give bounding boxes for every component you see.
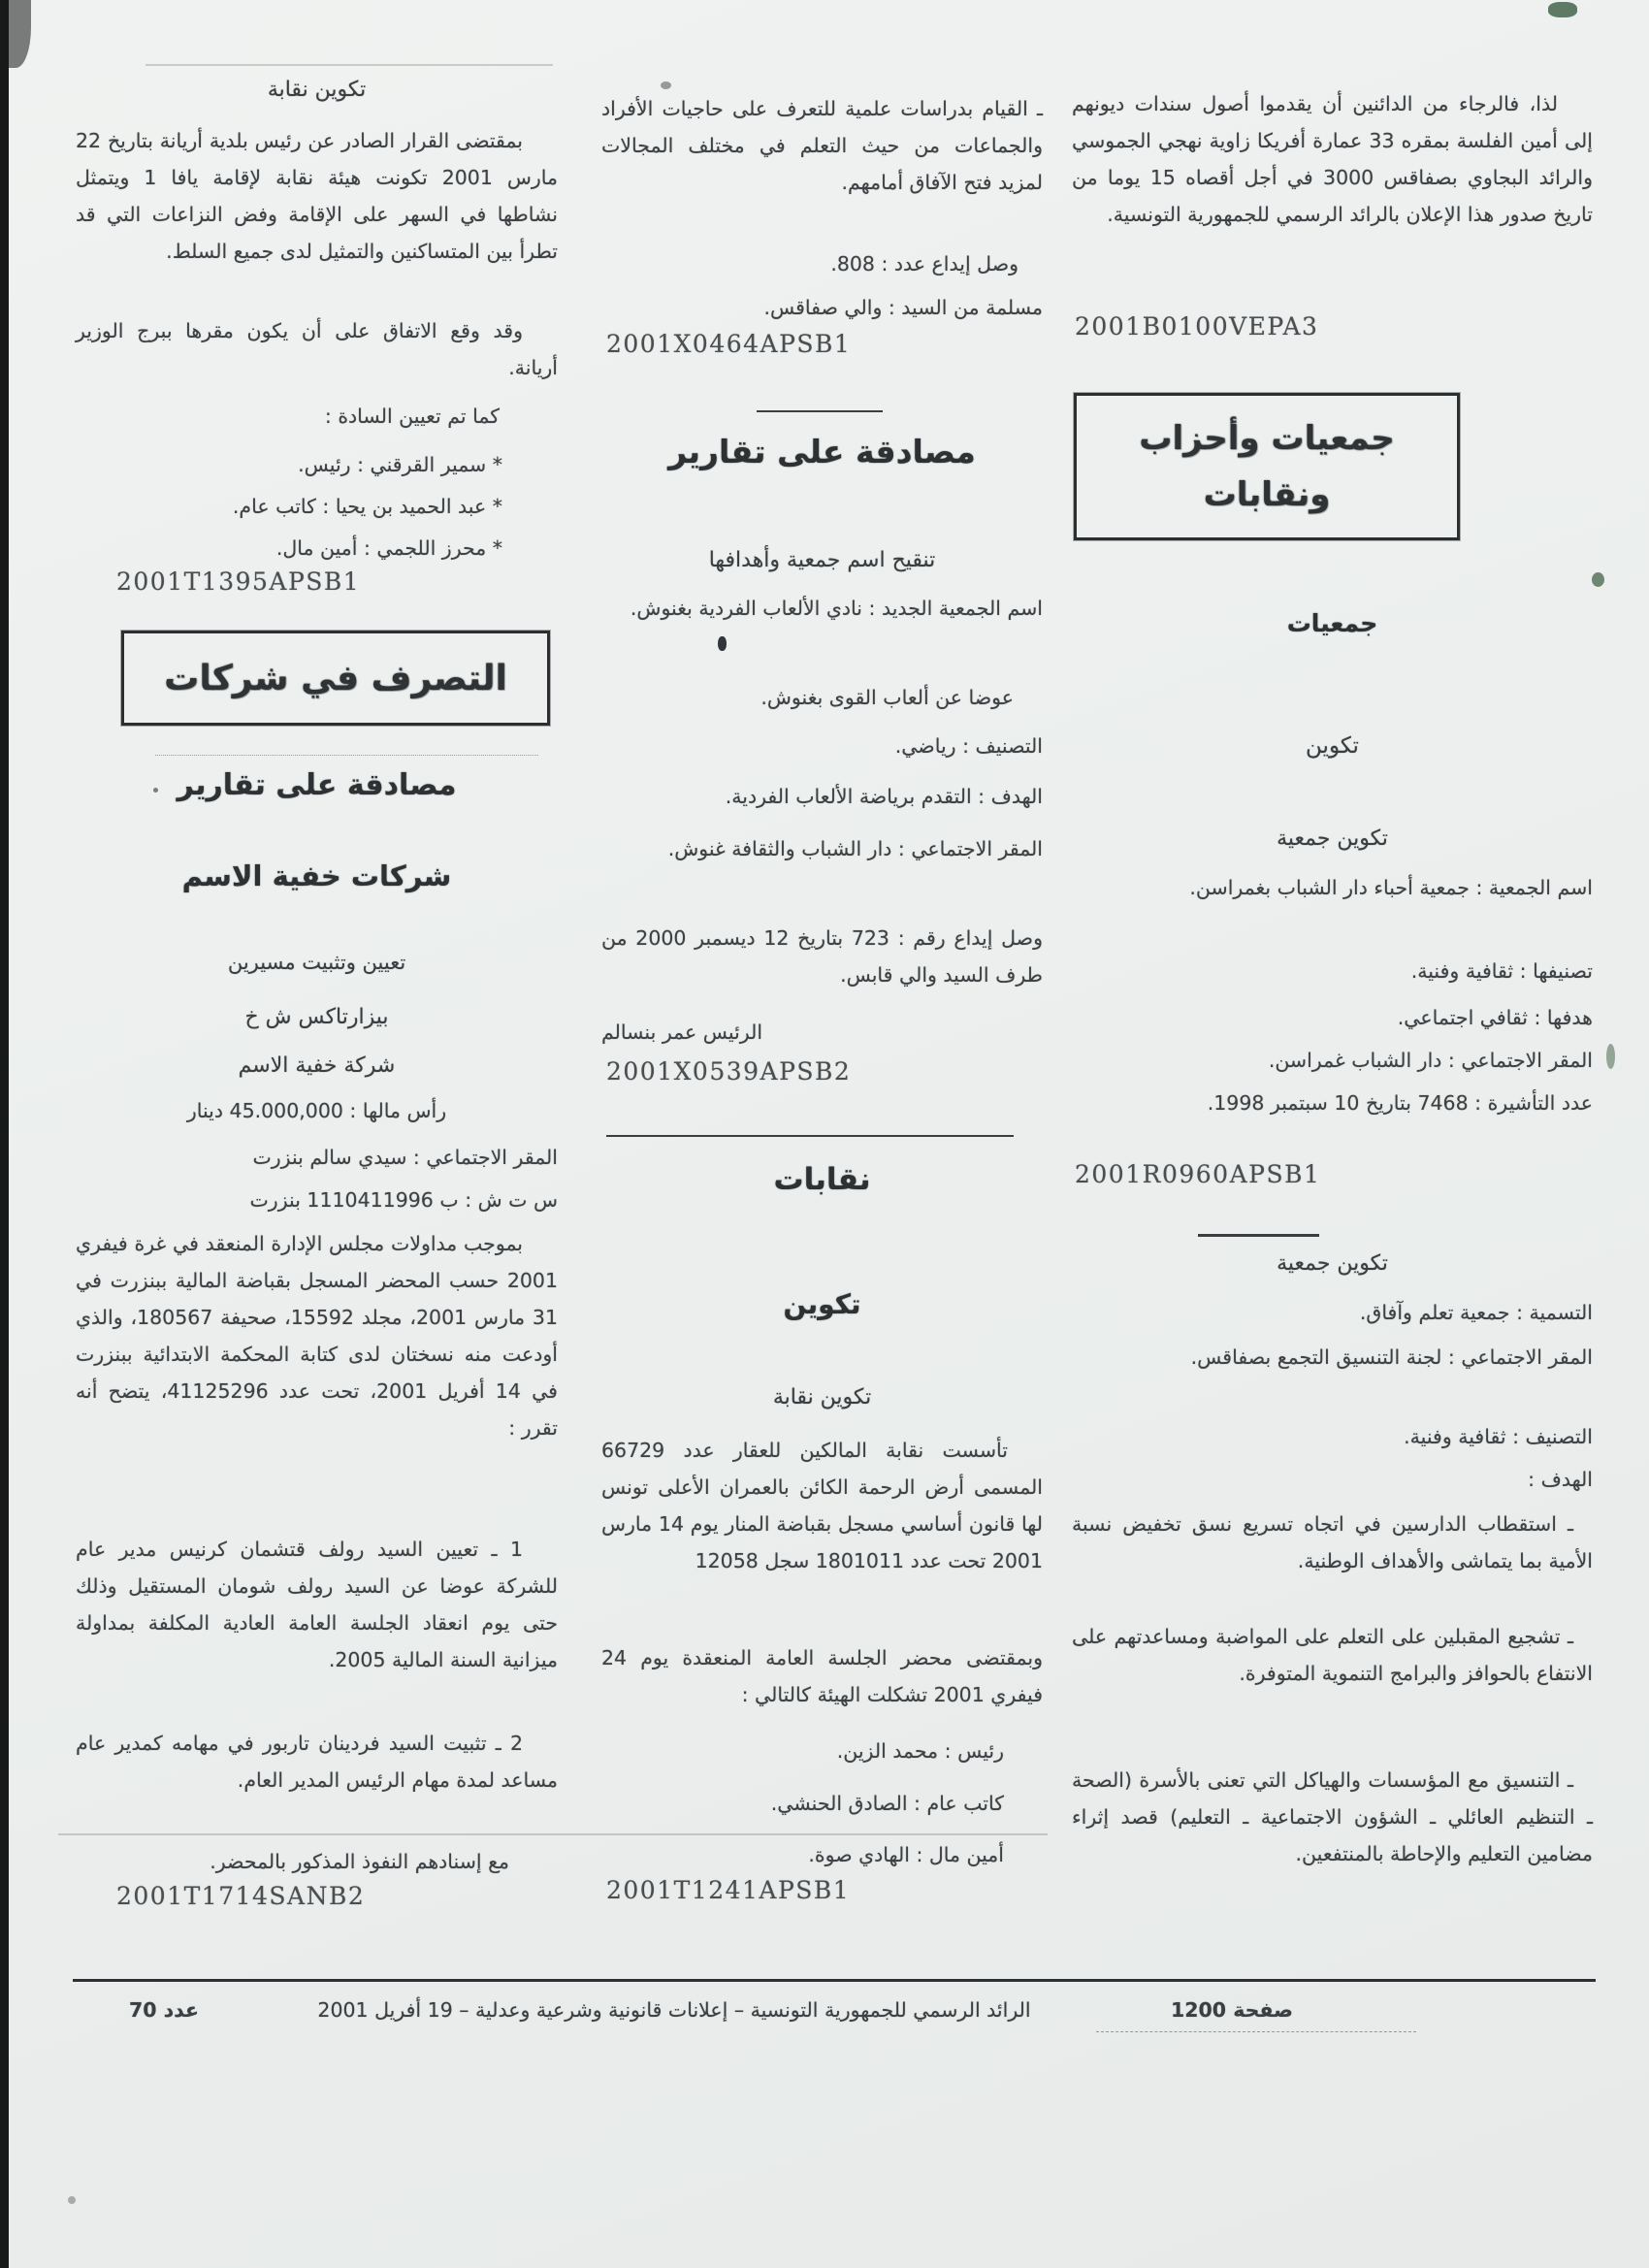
company-type: شركة خفية الاسم [238,1053,396,1078]
board-treasurer: أمين مال : الهادي صوة. [808,1843,1004,1866]
scan-artifact [6,0,31,68]
scan-artifact [1548,2,1577,17]
appointee-treasurer: * محرز اللجمي : أمين مال. [275,536,502,560]
association2-classification: التصنيف : ثقافية وفنية. [1404,1425,1593,1448]
footer-underline [1096,2031,1416,2032]
delivered-by: مسلمة من السيد : والي صفاقس. [763,296,1043,319]
ink-blot [718,636,727,651]
association1-visa: عدد التأشيرة : 7468 بتاريخ 10 سبتمبر 1998. [1207,1091,1593,1115]
goal-line: الهدف : التقدم برياضة الألعاب الفردية. [725,785,1043,808]
syndicate-formation-title: تكوين نقابة [267,78,367,102]
footer-gazette-title: الرائد الرسمي للجمهورية التونسية – إعلانات قانونية وشرعية وعدلية – 19 أفريل 2001 [317,1998,1031,2022]
association1-hq: المقر الاجتماعي : دار الشباب غمراسن. [1268,1049,1593,1072]
company-register: س ت ش : ب 1110411996 بنزرت [249,1188,558,1212]
name-revision-subtitle: تنقيح اسم جمعية وأهدافها [708,548,936,572]
association2-hq: المقر الاجتماعي : لجنة التنسيق التجمع بصفاقس. [1190,1345,1593,1369]
company-name: بيزارتاكس ش خ [244,1005,389,1029]
board-president: رئيس : محمد الزين. [836,1739,1004,1763]
scan-artifact [1606,1044,1615,1069]
general-assembly-paragraph: وبمقتضى محضر الجلسة العامة المنعقدة يوم 24 فيفري 2001 تشكلت الهيئة كالتالي : [601,1646,1043,1706]
creditors-notice-paragraph: لذا، فالرجاء من الدائنين أن يقدموا أصول سندات ديونهم إلى أمين الفلسة بمقره 33 عمارة أفريكا زاوية نهجي الجموسي والرائد البجاوي بصفاقس 3000 في أجل أقصاه 15 يوما من تاريخ صدور هذا الإعلان بالرائد الرسمي للجمهورية التونسية. [1072,92,1593,226]
company-hq: المقر الاجتماعي : سيدي سالم بنزرت [252,1146,558,1169]
company-capital: رأس مالها : 45.000,000 دينار [186,1099,447,1122]
associations-subsection-title: جمعيات [1286,609,1378,637]
footer-rule [73,1979,1596,1982]
anonymous-companies-title: شركات خفية الاسم [181,859,452,892]
scan-edge-strip [0,0,9,2268]
section-box-associations-line2: ونقابات [1203,475,1331,514]
association1-name: اسم الجمعية : جمعية أحباء دار الشباب بغمراسن. [1189,876,1593,899]
association1-classification: تصنيفها : ثقافية وفنية. [1410,959,1593,983]
separator [757,410,883,412]
footer-page-number: صفحة 1200 [1171,1998,1293,2022]
separator [155,755,538,756]
reports-approval-title: مصادقة على تقارير [668,433,976,470]
association1-goal: هدفها : ثقافي اجتماعي. [1397,1006,1593,1029]
formation-title: تكوين [783,1288,861,1320]
scan-artifact [1592,572,1604,587]
section-box-companies-label: التصرف في شركات [164,658,507,698]
association2-title: تكوين جمعية [1277,1251,1388,1276]
syndicate-formation-item-title: تكوين نقابة [772,1385,872,1409]
registration-ref: 2001B0100VEPA3 [1075,312,1319,340]
association2-goal-2: ـ تشجيع المقبلين على التعلم على المواضبة ومساعدتهم على الانتفاع بالحوافز والبرامج التنموية المتوفرة. [1072,1625,1593,1685]
association2-goal-label: الهدف : [1528,1468,1593,1491]
appointee-president: * سمير القرقني : رئيس. [298,453,502,476]
owners-syndicate-paragraph: تأسست نقابة المالكين للعقار عدد 66729 المسمى أرض الرحمة الكائن بالعمران الأعلى تونس لها قانون أساسي مسجل بقباضة المنار يوم 14 مارس 2001 تحت عدد 1801011 سجل 12058 [601,1439,1043,1572]
scan-streak [58,1833,1048,1835]
hq-line: المقر الاجتماعي : دار الشباب والثقافة غنوش. [667,837,1043,860]
board-deliberations-paragraph: بموجب مداولات مجلس الإدارة المنعقد في غرة فيفري 2001 حسب المحضر المسجل بقباضة المالية ببنزرت في 31 مارس 2001، مجلد 15592، صحيفة 180567، والذي أودعت منه نسختان لدى كتابة المحكمة الابتدائية ببنزرت في 14 أفريل 2001، تحت عدد 41125296، يتضح أنه تقرر : [76,1232,559,1440]
reports-approval-title-left: مصادقة على تقارير [177,768,457,802]
registration-ref: 2001X0539APSB2 [606,1057,852,1085]
decision-1: 1 ـ تعيين السيد رولف قتشمان كرنيس مدير عام للشركة عوضا عن السيد رولف شومان المستقيل وذلك حتى يوم انعقاد الجلسة العامة العادية المكلفة بمداولة ميزانية السنة المالية 2005. [76,1538,558,1671]
footer-issue-number: عدد 70 [128,1998,199,2022]
president-signature: الرئيس عمر بنسالم [601,1021,763,1044]
section-box-associations-line1: جمعيات وأحزاب [1139,419,1395,458]
syndicates-title: نقابات [773,1162,871,1197]
studies-item-paragraph: ـ القيام بدراسات علمية للتعرف على حاجيات الأفراد والجماعات من حيث التعلم في مختلف المجالات لمزيد فتح الآفاق أمامهم. [601,97,1043,194]
formation-subsection-title: تكوين [1306,733,1359,759]
separator [606,1135,1014,1137]
decision-2: 2 ـ تثبيت السيد فردينان تاربور في مهامه كمدير عام مساعد لمدة مهام الرئيس المدير العام. [76,1732,558,1792]
board-secretary: كاتب عام : الصادق الحنشي. [770,1792,1004,1815]
scan-artifact [68,2196,76,2204]
association2-goal-1: ـ استقطاب الدارسين في اتجاه تسريع نسق تخفيض نسبة الأمية بما يتماشى والأهداف الوطنية. [1072,1512,1593,1572]
appointee-secretary: * عبد الحميد بن يحيا : كاتب عام. [232,495,502,518]
scan-artifact [661,81,671,89]
powers-note: مع إسنادهم النفوذ المذكور بالمحضر. [210,1850,509,1873]
managers-appointment-subtitle: تعيين وتثبيت مسيرين [227,951,406,974]
scan-streak [146,64,553,66]
registration-ref: 2001T1714SANB2 [116,1882,366,1910]
deposit-receipt: وصل إيداع عدد : 808. [830,252,1018,275]
association2-name: التسمية : جمعية تعلم وآفاق. [1359,1301,1593,1324]
association2-goal-3: ـ التنسيق مع المؤسسات والهياكل التي تعنى بالأسرة (الصحة ـ التنظيم العائلي ـ الشؤون الاجتماعية ـ التعليم) قصد إثراء مضامين التعليم والإحاطة بالمنتفعين. [1072,1768,1593,1865]
deposit-receipt-2: وصل إيداع رقم : 723 بتاريخ 12 ديسمبر 2000 من طرف السيد والي قابس. [601,926,1043,987]
association1-title: تكوين جمعية [1277,826,1388,851]
classification-line: التصنيف : رياضي. [894,734,1043,758]
registration-ref: 2001T1395APSB1 [116,567,361,596]
section-box-companies [121,631,550,726]
separator [1198,1234,1319,1237]
registration-ref: 2001R0960APSB1 [1075,1160,1321,1188]
registration-ref: 2001T1241APSB1 [606,1876,851,1904]
appointees-intro: كما تم تعيين السادة : [324,405,500,428]
replacing-line: عوضا عن ألعاب القوى بغنوش. [760,686,1014,709]
association-new-name: اسم الجمعية الجديد : نادي الألعاب الفردية بغنوش. [630,597,1043,620]
syndicate-hq-paragraph: وقد وقع الاتفاق على أن يكون مقرها ببرج الوزير أريانة. [76,319,558,379]
section-box-associations [1074,393,1460,540]
syndicate-paragraph: بمقتضى القرار الصادر عن رئيس بلدية أريانة بتاريخ 22 مارس 2001 تكونت هيئة نقابة لإقامة يافا 1 ويتمثل نشاطها في السهر على الإقامة وفض النزاعات التي قد تطرأ بين المتساكنين والتمثيل لدى جميع السلط. [76,129,558,263]
registration-ref: 2001X0464APSB1 [606,330,852,358]
